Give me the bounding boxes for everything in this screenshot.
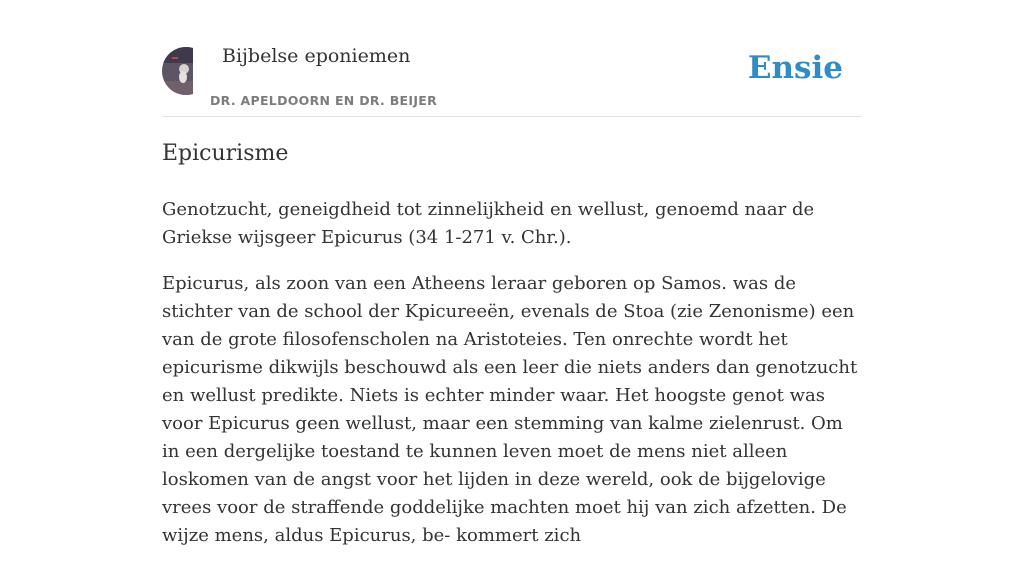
article — [162, 138, 862, 568]
book-cover-icon — [162, 47, 210, 95]
article-paragraph: Epicurus, als zoon van een Atheens leraar geboren op Samos. was de stichter van de school der Kpicureeën, evenals de Stoa (zie Zenonisme) een van de grote filosofenscholen na Aristoteies. Ten onrechte wordt het epicurisme dikwijls beschouwd als een leer die niets anders dan genotzucht en wellust predikte. Niets is echter minder waar. Het hoogste genot was voor Epicurus geen wellust, maar een stemming van kalme zielenrust. Om in een dergelijke toestand te kunnen leven moet de mens niet alleen loskomen van de angst voor het lijden in deze wereld, ook de bijgelovige vrees voor de straffende goddelijke machten moet hij van zich afzetten. De wijze mens, aldus Epicurus, be- kommert zich — [162, 273, 858, 546]
source-title[interactable]: Bijbelse eponiemen — [222, 45, 411, 67]
article-paragraph: Genotzucht, geneigdheid tot zinnelijkheid en wellust, genoemd naar de Griekse wijsgeer Epicurus (34 1-271 v. Chr.). — [162, 199, 815, 248]
source-authors[interactable]: DR. APELDOORN EN DR. BEIJER — [210, 93, 438, 108]
article-title: Epicurisme — [162, 141, 289, 166]
ensie-logo[interactable]: Ensie — [747, 50, 843, 86]
source-avatar[interactable] — [162, 47, 210, 95]
source-header — [162, 0, 862, 117]
